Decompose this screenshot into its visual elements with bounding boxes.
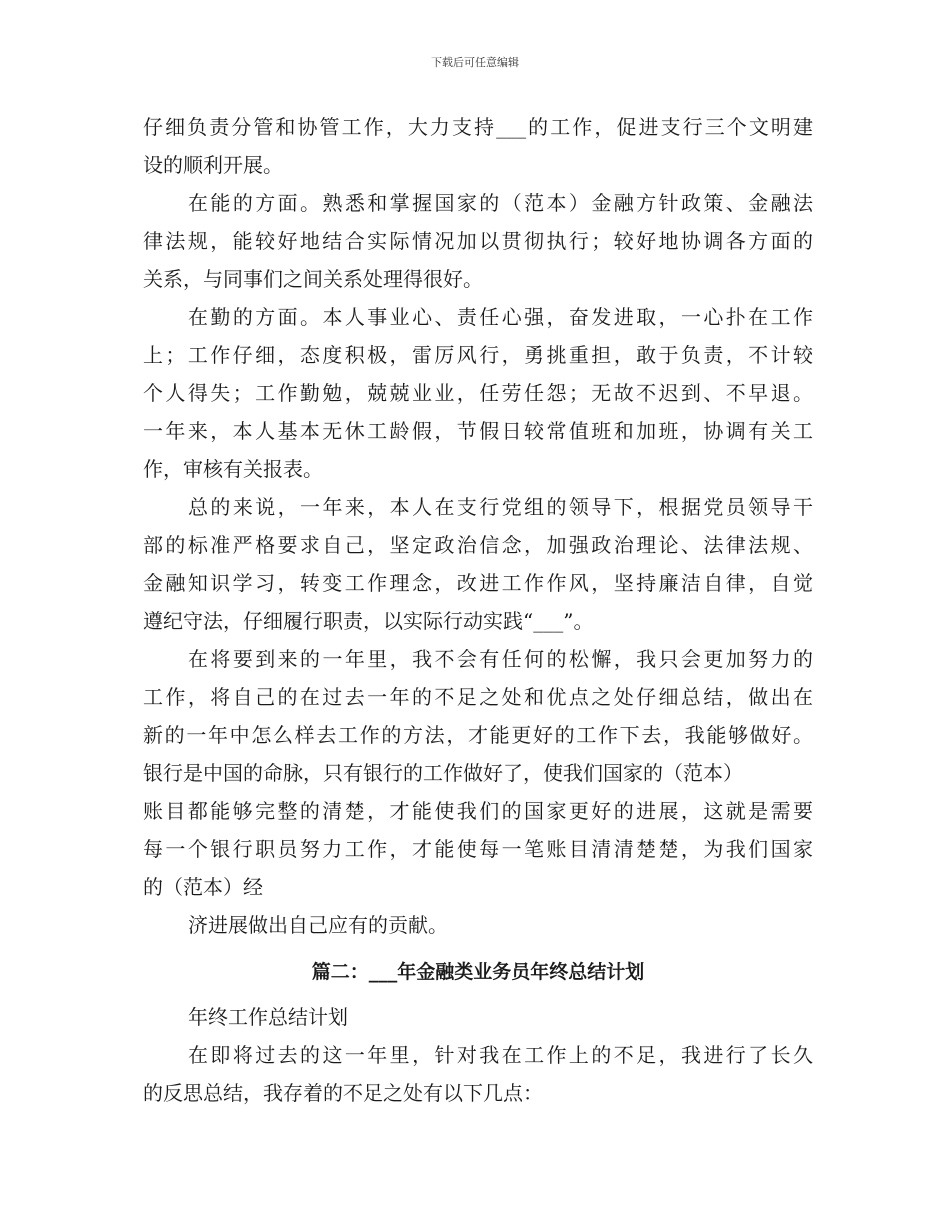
- text-line: 一年来，本人基本无休工龄假，节假日较常值班和加班，协调有关工: [143, 419, 813, 443]
- text-line: 的（范本）经: [143, 875, 263, 899]
- text-line: 个人得失；工作勤勉，兢兢业业，任劳任怨；无故不迟到、不早退。: [143, 381, 813, 405]
- text-line: 作，审核有关报表。: [143, 457, 323, 481]
- page-header: 下载后可任意编辑: [431, 56, 519, 69]
- text-line: 在勤的方面。本人事业心、责任心强，奋发进取，一心扑在工作: [188, 305, 813, 329]
- text-line: 上；工作仔细，态度积极，雷厉风行，勇挑重担，敢于负责，不计较: [143, 343, 813, 367]
- text-line: 设的顺利开展。: [143, 153, 283, 177]
- text-line: 年终工作总结计划: [188, 1005, 348, 1029]
- text-line: 在将要到来的一年里，我不会有任何的松懈，我只会更加努力的: [188, 647, 813, 671]
- text-line: 总的来说，一年来，本人在支行党组的领导下，根据党员领导干: [188, 495, 813, 519]
- text-line: 金融知识学习，转变工作理念，改进工作作风，坚持廉洁自律，自觉: [143, 571, 813, 595]
- text-line: 关系，与同事们之间关系处理得很好。: [143, 267, 483, 291]
- text-line: 账目都能够完整的清楚，才能使我们的国家更好的进展，这就是需要: [143, 799, 813, 823]
- section-heading: 篇二：___年金融类业务员年终总结计划: [311, 961, 645, 983]
- text-line: 遵纪守法，仔细履行职责，以实际行动实践“___”。: [143, 609, 594, 633]
- text-line: 每一个银行职员努力工作，才能使每一笔账目清清楚楚，为我们国家: [143, 837, 813, 861]
- text-line: 工作，将自己的在过去一年的不足之处和优点之处仔细总结，做出在: [143, 685, 813, 709]
- text-line: 律法规，能较好地结合实际情况加以贯彻执行；较好地协调各方面的: [143, 229, 813, 253]
- text-line: 部的标准严格要求自己，坚定政治信念，加强政治理论、法律法规、: [143, 533, 813, 557]
- text-line: 济进展做出自己应有的贡献。: [188, 913, 448, 937]
- text-line: 的反思总结，我存着的不足之处有以下几点：: [143, 1081, 543, 1105]
- body-text-block-2: [143, 998, 813, 1112]
- text-line: 在能的方面。熟悉和掌握国家的（范本）金融方针政策、金融法: [188, 191, 813, 215]
- text-line: 在即将过去的这一年里，针对我在工作上的不足，我进行了长久: [188, 1043, 813, 1067]
- text-line: 仔细负责分管和协管工作，大力支持___的工作，促进支行三个文明建: [143, 115, 813, 139]
- body-text-block: [143, 108, 813, 944]
- document-body: [143, 108, 813, 1112]
- text-line: 新的一年中怎么样去工作的方法，才能更好的工作下去，我能够做好。: [143, 723, 813, 747]
- text-line: 银行是中国的命脉，只有银行的工作做好了，使我们国家的（范本）: [143, 761, 743, 785]
